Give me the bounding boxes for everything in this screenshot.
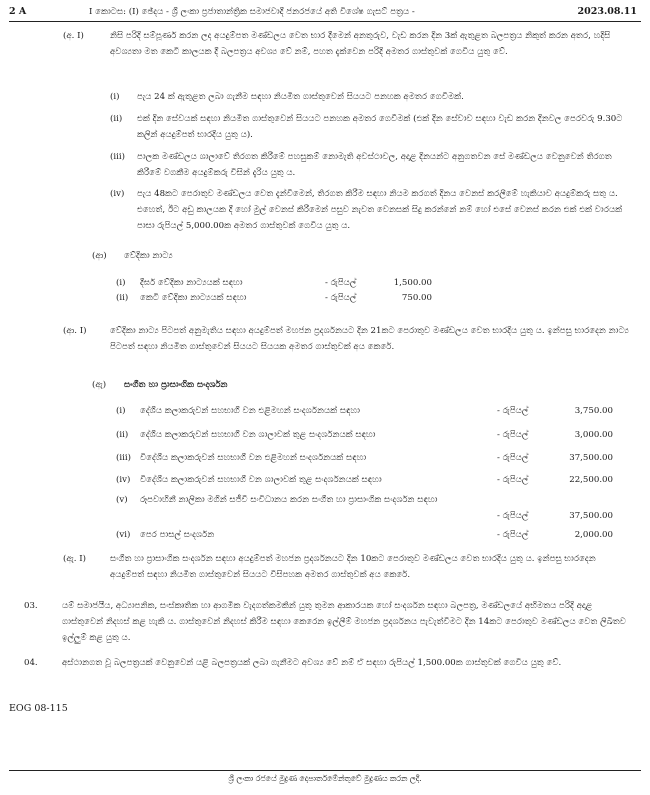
section-aa1 <box>0 323 650 363</box>
fee-row-currency: - රුපියල් <box>497 430 529 440</box>
paragraph-03-text: යම් සමාජයීය, අධ්‍යාපනික, සංස්කෘතික හා ආගමික වැදගත්කමකින් යුතු තුමන ආකාරයක හෝ සංදර්ශන සඳහා බලපත්‍ර, මණ්ඩලයේ අභිමතය පරිදි අදාළ ගාස්තුවෙන් නිදහස් කළ හැකි ය. ගාස්තුවෙන් නිදහස් කිරීම සඳහා කෙරෙන ඉල්ලීම් මහජන ප්‍රදර්ශනය පැවැත්වීමට දින 14කට පෙරාතුව මණ්ඩලය වෙත ලිඛිතව ඉල්ලුම් කළ යුතු ය. <box>62 601 626 643</box>
fee-row-label: රූපවාහිනී නාලිකා මගින් සජීවී සංවිධානය කරන සංගීත හා ප්‍රාසාංගික සංදර්ශන සඳහා <box>140 495 438 505</box>
fee-row-number: (ii) <box>116 293 129 303</box>
fee-row-currency: - රුපියල් <box>497 453 529 463</box>
header-date: 2023.08.11 <box>577 6 637 17</box>
section-ae1-text: සංගීත හා ප්‍රාසාංගික සංදර්ශන සඳහා අයදුම්පත් මහජන ප්‍රදර්ශනයට දින 10කට පෙරාතුව මණ්ඩලය වෙත භාරදිය යුතු ය. ඉන්පසු භාරදෙන අයදුම්පත් සඳහා නියමිත ගාස්තුවෙන් සියයට විසිපහක අමතර ගාස්තුවක් අය කෙරේ. <box>110 554 596 580</box>
section-ae1 <box>0 551 650 587</box>
fee-row-amount: 1,500.00 <box>393 278 432 288</box>
fee-row-amount: 2,000.00 <box>574 530 613 540</box>
paragraph-04-text: අස්ථානගත වූ බලපත්‍රයක් වෙනුවෙන් යළි බලපත්‍රයක් ලබා ගැනීමට අවශ්‍ය වේ නම් ඒ සඳහා රුපියල් 1,500.00ක ගාස්තුවක් ගෙවිය යුතු වේ. <box>62 658 562 668</box>
fee-row-amount: 3,000.00 <box>574 430 613 440</box>
fee-row-currency: - රුපියල් <box>497 511 529 521</box>
section-aa-marker: (ආ) <box>92 251 107 261</box>
page-number: 2 A <box>9 6 27 17</box>
paragraph-03 <box>0 598 650 650</box>
section-a1 <box>0 28 650 238</box>
fee-row-currency: - රුපියල් <box>325 278 357 288</box>
fee-row-number: (iii) <box>116 453 131 463</box>
list-item-number: (i) <box>110 92 120 102</box>
fee-row-label: විදේශීය කලාකරුවන් සහභාගී වන ශාලාවක් තුළ සංදර්ශනයක් සඳහා <box>140 475 382 485</box>
fee-row-label: පෙර පාසල් සංදර්ශන <box>140 530 215 540</box>
printer-footer: ශ්‍රී ලංකා රජයේ මුද්‍රණ දෙපාර්තමේන්තුවේ මුද්‍රණය කරන ලදී. <box>228 774 422 783</box>
fee-row-number: (v) <box>116 495 128 505</box>
section-ae-marker: (ඇ) <box>92 380 107 390</box>
fee-row-label: දීර්ඝ වේදිකා නාට්‍යයක් සඳහා <box>140 278 243 288</box>
fee-row-amount: 3,750.00 <box>574 406 613 416</box>
list-item-text: පැය 24 ක් ඇතුළත ලබා ගැනීම සඳහා නියමිත ගාස්තුවෙන් සියයට පනහක අමතර ගෙවීමක්. <box>137 92 464 102</box>
list-item-number: (iv) <box>110 189 125 199</box>
header-rule <box>9 21 641 22</box>
section-aa1-text: වේදිකා නාට්‍ය පිටපත් අනුමැතිය සඳහා අයදුම්පත් මහජන ප්‍රදර්ශනයට දින 21කට පෙරාතුව මණ්ඩලය වෙත භාරදිය යුතු ය. ඉන්පසු භාරදෙන නාට්‍ය පිටපත් සඳහා නියමිත ගාස්තුවෙන් සියයට සියයක අමතර ගාස්තුවක් අය කෙරේ. <box>110 326 629 352</box>
fee-row-label: දේශීය කලාකරුවන් සහභාගී වන එළිමහන් සංදර්ශනයක් සඳහා <box>140 406 360 416</box>
list-item-number: (iii) <box>110 152 125 162</box>
section-music-shows <box>0 377 650 547</box>
fee-row-amount: 22,500.00 <box>569 475 613 485</box>
header-title: I කොටස: (I) ඡේදය - ශ්‍රී ලංකා ප්‍රජාතාන්ත්‍රික සමාජවාදී ජනරජයේ අති විශේෂ ගැසට් පත්‍රය - <box>89 7 415 17</box>
fee-row-number: (iv) <box>116 475 131 485</box>
fee-row-currency: - රුපියල් <box>497 406 529 416</box>
section-ae-heading: සංගීත හා ප්‍රාසාංගික සංදර්ශන <box>124 380 228 390</box>
section-a1-marker: (අ. I) <box>63 31 84 41</box>
fee-row-label: කෙටි වේදිකා නාට්‍යයක් සඳහා <box>140 293 247 303</box>
page-header <box>9 4 641 20</box>
section-ae1-marker: (ඇ. I) <box>63 554 87 564</box>
section-stage-drama <box>0 248 650 308</box>
list-item-text: පැය 48කට පෙරාතුව මණ්ඩලය වෙත දැන්වීමෙන්, තිරගත කිරීම සඳහා නියම කරගත් දිනය වෙනස් කරලීමේ හැකියාව අයදුම්කරු සතු ය. එහෙත්, ඊට අඩු කාලයක දී හෝ මුල් වෙනස් කිරීමෙන් පසුව නැවත වෙනසක් සිදු කරන්නේ නම් හෝ එසේ වෙනස් කරන එක් එක් වාරයක් පාසා රුපියල් 5,000.00ක අමතර ගාස්තුවක් ගෙවිය යුතු ය. <box>137 189 623 231</box>
fee-row-amount: 750.00 <box>401 293 432 303</box>
paragraph-04-marker: 04. <box>24 658 38 668</box>
fee-row-amount: 37,500.00 <box>569 511 613 521</box>
paragraph-03-marker: 03. <box>24 601 38 611</box>
section-aa-heading: වේදිකා නාට්‍ය <box>124 251 173 261</box>
fee-row-currency: - රුපියල් <box>497 530 529 540</box>
list-item-text: එක් දින සේවයක් සඳහා නියමිත ගාස්තුවෙන් සියයට පනහක අමතර ගෙවීමක් (එක් දින සේවාව සඳහා වැඩ කරන දිනවල පෙරවරු 9.30ට කලින් අයදුම්පත් භාරදිය යුතු ය). <box>137 114 623 140</box>
fee-row-currency: - රුපියල් <box>497 475 529 485</box>
section-aa1-marker: (ආ. I) <box>63 326 87 336</box>
paragraph-04 <box>0 655 650 691</box>
fee-row-number: (vi) <box>116 530 131 540</box>
document-code: EOG 08-115 <box>9 703 68 714</box>
fee-row-number: (ii) <box>116 430 129 440</box>
footer-rule <box>9 770 641 771</box>
list-item-text: පාලක මණ්ඩලය ශාලාවේ තිරගත කිරීමේ පහසුකම් නොමැති අවස්ථාවල, අදාළ දිනයන්ට අනුගතවන සේ මණ්ඩලය වෙනුවෙන් තිරගත කිරීමේ වගකීම අයදුම්කරු විසින් දැරිය යුතු ය. <box>137 152 612 178</box>
section-a1-text: නිසි පරිදි සම්පූර්ණ කරන ලද අයදුම්පත මණ්ඩලය වෙත භාර දීමෙන් අනතුරුව, වැඩ කරන දින 3ක් ඇතුළත බලපත්‍රය නිකුත් කරන අතර, හදිසි අවශ්‍යතා මත කෙටි කාලයක දී බලපත්‍රය අවශ්‍ය වේ නම්, පහත දැක්වෙන පරිදි අමතර ගාස්තුවක් ගෙවිය යුතු වේ. <box>110 31 611 57</box>
fee-row-amount: 37,500.00 <box>569 453 613 463</box>
fee-row-number: (i) <box>116 278 126 288</box>
fee-row-label: දේශීය කලාකරුවන් සහභාගී වන ශාලාවක් තුළ සංදර්ශනයක් සඳහා <box>140 430 376 440</box>
fee-row-number: (i) <box>116 406 126 416</box>
list-item-number: (ii) <box>110 114 123 124</box>
fee-row-label: විදේශීය කලාකරුවන් සහභාගී වන එළිමහන් සංදර්ශනයක් සඳහා <box>140 453 367 463</box>
fee-row-currency: - රුපියල් <box>325 293 357 303</box>
